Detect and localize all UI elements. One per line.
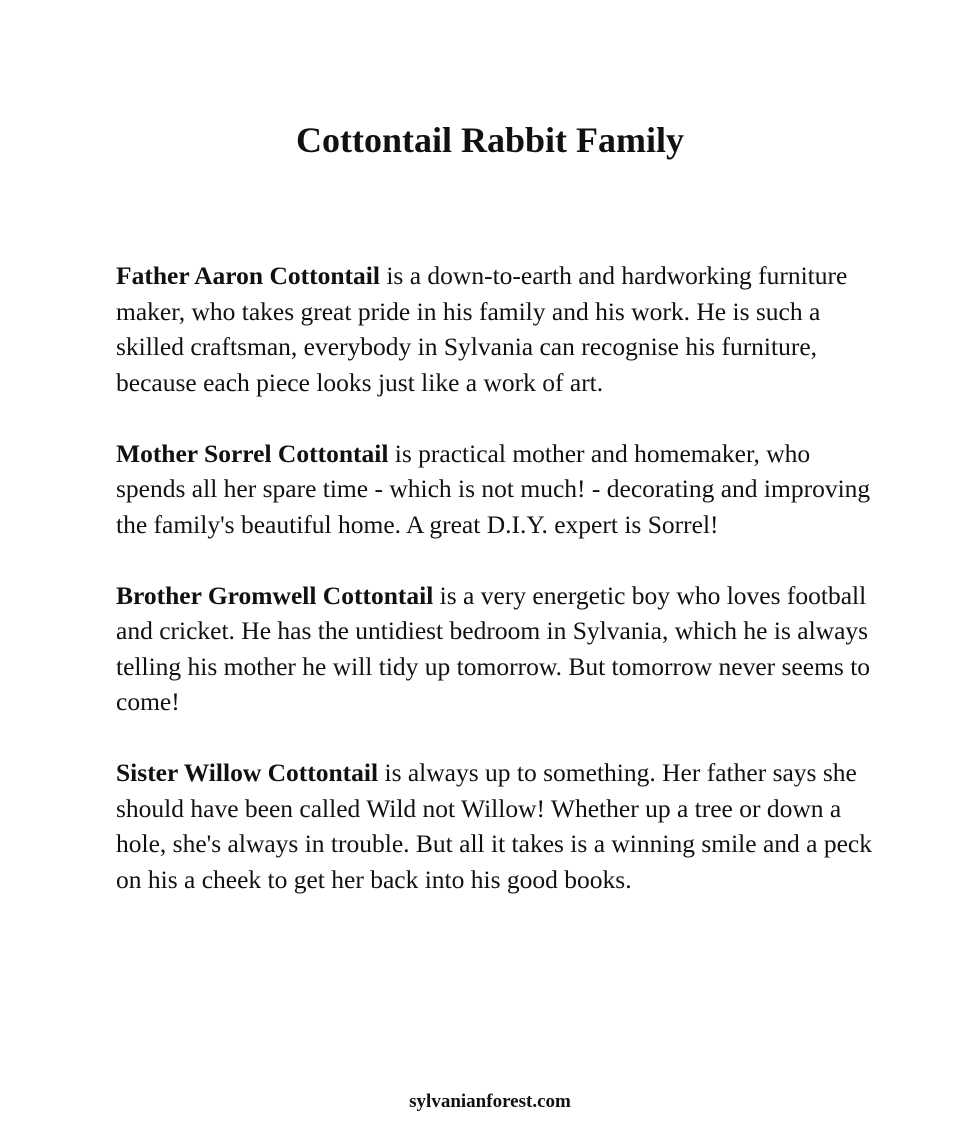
character-name: Father Aaron Cottontail [116, 261, 380, 290]
paragraph-father [116, 258, 876, 400]
paragraph-sister [116, 755, 876, 897]
character-description: is a down-to-earth and hardworking furniture maker, who takes great pride in his family and his work. He is such a skilled craftsman, everybody in Sylvania can recognise his furniture, because each piece looks just like a work of art. [116, 261, 848, 397]
character-description: is a very energetic boy who loves football and cricket. He has the untidiest bedroom in Sylvania, which he is always telling his mother he will tidy up tomorrow. But tomorrow never seems to come! [116, 580, 871, 716]
paragraph-brother [116, 578, 876, 720]
page-title: Cottontail Rabbit Family [295, 120, 684, 160]
character-description: is always up to something. Her father says she should have been called Wild not Willow! Whether up a tree or down a hole, she's always in trouble. But all it takes is a winning smile and a peck on his a cheek to get her back into his good books. [116, 758, 872, 894]
character-name: Brother Gromwell Cottontail [116, 580, 434, 610]
character-name: Sister Willow Cottontail [116, 758, 379, 787]
footer-website: sylvanianforest.com [409, 1091, 571, 1112]
character-name: Mother Sorrel Cottontail [116, 438, 389, 468]
character-description: is practical mother and homemaker, who spends all her spare time - which is not much! - decorating and improving the family's beautiful home. A great D.I.Y. expert is Sorrel! [116, 438, 871, 539]
paragraph-mother [116, 436, 876, 543]
body-text [116, 258, 876, 933]
